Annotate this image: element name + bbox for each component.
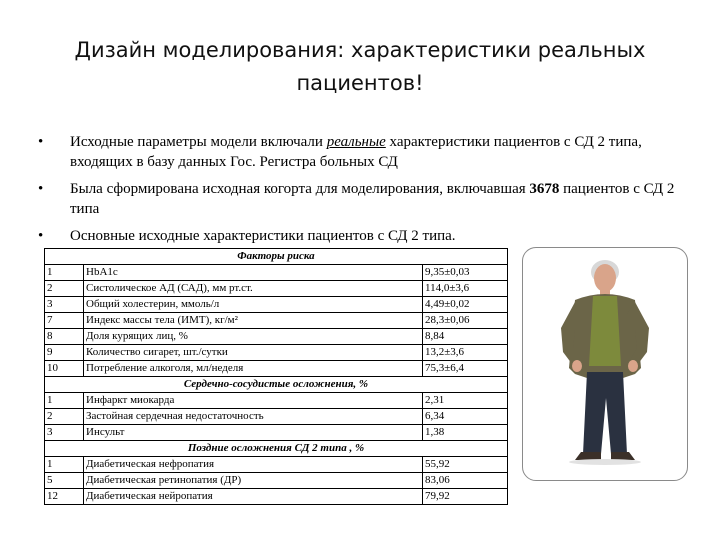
section-title: Поздние осложнения СД 2 типа , %: [45, 441, 508, 457]
row-label: HbA1c: [84, 265, 423, 281]
row-value: 114,0±3,6: [423, 281, 508, 297]
row-number: 10: [45, 361, 84, 377]
bullet-dot-icon: •: [38, 228, 44, 244]
floor-shadow-shape: [569, 459, 641, 465]
bullet-text: Была сформирована исходная когорта для моделирования, включавшая: [70, 181, 530, 197]
table-row: [45, 345, 508, 361]
row-number: 7: [45, 313, 84, 329]
table-section-header: [45, 441, 508, 457]
row-label: Количество сигарет, шт./сутки: [84, 345, 423, 361]
table-row: [45, 489, 508, 505]
row-value: 4,49±0,02: [423, 297, 508, 313]
left-hand-shape: [572, 360, 582, 372]
trousers-shape: [583, 372, 627, 454]
table-row: [45, 473, 508, 489]
row-value: 13,2±3,6: [423, 345, 508, 361]
row-value: 6,34: [423, 409, 508, 425]
risk-factors-table: [44, 248, 508, 505]
row-label: Застойная сердечная недостаточность: [84, 409, 423, 425]
row-number: 5: [45, 473, 84, 489]
table-row: [45, 425, 508, 441]
section-title: Факторы риска: [45, 249, 508, 265]
row-label: Систолическое АД (САД), мм рт.ст.: [84, 281, 423, 297]
patient-photo-frame: [522, 247, 688, 481]
row-label: Диабетическая нейропатия: [84, 489, 423, 505]
slide-title: Дизайн моделирования: характеристики реальных пациентов!: [74, 38, 646, 95]
bullet-text: характеристики пациентов с СД 2 типа, входящих в базу данных Гос. Регистра больных СД: [70, 134, 642, 170]
row-value: 55,92: [423, 457, 508, 473]
right-shoe-shape: [611, 452, 635, 460]
face-shape: [594, 264, 616, 292]
row-number: 3: [45, 297, 84, 313]
section-title: Сердечно-сосудистые осложнения, %: [45, 377, 508, 393]
table-row: [45, 393, 508, 409]
table-row: [45, 329, 508, 345]
row-label: Диабетическая ретинопатия (ДР): [84, 473, 423, 489]
row-value: 83,06: [423, 473, 508, 489]
row-label: Потребление алкоголя, мл/неделя: [84, 361, 423, 377]
row-label: Индекс массы тела (ИМТ), кг/м²: [84, 313, 423, 329]
row-label: Инфаркт миокарда: [84, 393, 423, 409]
bullet-text: Исходные параметры модели включали: [70, 134, 327, 150]
bullet-item: [38, 132, 698, 172]
table-row: [45, 313, 508, 329]
bullet-dot-icon: •: [38, 181, 44, 197]
row-number: 1: [45, 457, 84, 473]
row-value: 79,92: [423, 489, 508, 505]
elderly-man-figure-icon: [523, 248, 687, 480]
row-number: 9: [45, 345, 84, 361]
bullet-bold-number: 3678: [529, 181, 560, 197]
row-value: 2,31: [423, 393, 508, 409]
row-value: 9,35±0,03: [423, 265, 508, 281]
row-label: Доля курящих лиц, %: [84, 329, 423, 345]
bullet-item: [38, 179, 698, 219]
row-label: Общий холестерин, ммоль/л: [84, 297, 423, 313]
table-row: [45, 361, 508, 377]
table-section-header: [45, 377, 508, 393]
bullet-text: Основные исходные характеристики пациентов с СД 2 типа.: [70, 228, 456, 244]
row-number: 3: [45, 425, 84, 441]
bullet-list: [38, 132, 698, 253]
row-number: 2: [45, 281, 84, 297]
table-row: [45, 457, 508, 473]
right-hand-shape: [628, 360, 638, 372]
table-row: [45, 265, 508, 281]
row-number: 1: [45, 265, 84, 281]
table-row: [45, 281, 508, 297]
row-value: 1,38: [423, 425, 508, 441]
row-value: 8,84: [423, 329, 508, 345]
table-row: [45, 409, 508, 425]
row-value: 75,3±6,4: [423, 361, 508, 377]
bullet-dot-icon: •: [38, 134, 44, 150]
left-shoe-shape: [575, 452, 601, 460]
row-number: 2: [45, 409, 84, 425]
table-section-header: [45, 249, 508, 265]
row-number: 8: [45, 329, 84, 345]
sweater-shape: [589, 296, 621, 366]
table-row: [45, 297, 508, 313]
row-label: Диабетическая нефропатия: [84, 457, 423, 473]
bullet-item: [38, 226, 698, 246]
bullet-text: пациентов с СД 2 типа: [70, 181, 675, 217]
row-number: 1: [45, 393, 84, 409]
row-number: 12: [45, 489, 84, 505]
row-label: Инсульт: [84, 425, 423, 441]
row-value: 28,3±0,06: [423, 313, 508, 329]
bullet-emphasis: реальные: [326, 134, 386, 150]
